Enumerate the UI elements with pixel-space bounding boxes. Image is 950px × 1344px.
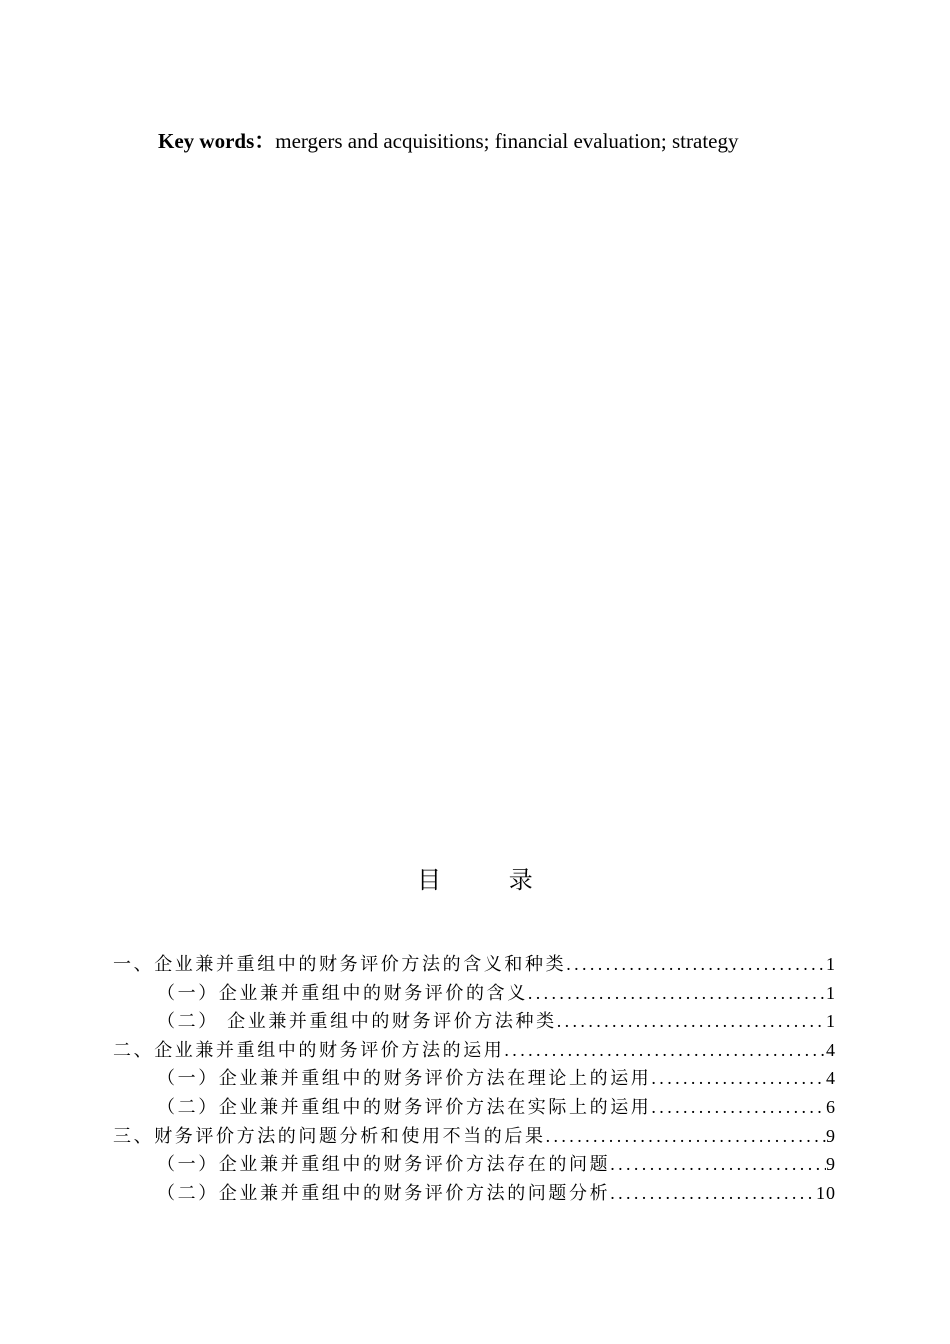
toc-entry-page: 4 [826,1039,836,1060]
keywords-line [158,126,738,156]
toc-entry[interactable] [113,1179,836,1208]
toc-entry-text: （二） 企业兼并重组中的财务评价方法种类 [157,1011,557,1033]
toc-entry[interactable] [113,979,836,1008]
toc-entry-page: 6 [826,1096,836,1117]
toc-entry-text: （一）企业兼并重组中的财务评价方法在理论上的运用 [157,1068,652,1090]
toc-entry-text: 一、企业兼并重组中的财务评价方法的含义和种类 [113,954,567,975]
keywords-label: Key words： [158,129,276,153]
toc-leader-dots [557,1011,826,1032]
toc-leader-dots [546,1126,826,1147]
toc-leader-dots [610,1154,826,1175]
toc-entry-page: 9 [826,1125,836,1146]
toc-entry-page: 1 [826,954,836,974]
toc-leader-dots [651,1097,826,1118]
toc-entry-text: 三、财务评价方法的问题分析和使用不当的后果 [113,1125,546,1147]
toc-entry-page: 10 [816,1182,836,1203]
toc-entry[interactable] [113,950,836,979]
toc-entry[interactable] [113,1093,836,1122]
toc-entry[interactable] [113,1007,836,1036]
toc-entry-text: （二）企业兼并重组中的财务评价方法在实际上的运用 [157,1096,652,1118]
table-of-contents [113,950,836,1207]
toc-entry-text: （二）企业兼并重组中的财务评价方法的问题分析 [157,1182,611,1204]
toc-entry-page: 4 [826,1068,836,1089]
toc-entry[interactable] [113,1150,836,1179]
toc-leader-dots [528,983,826,1004]
toc-entry-page: 1 [826,982,836,1003]
keywords-text: mergers and acquisitions; financial evaluation; strategy [275,129,739,153]
toc-entry[interactable] [113,1064,836,1093]
toc-entry-page: 9 [826,1154,836,1175]
toc-entry-text: （一）企业兼并重组中的财务评价方法存在的问题 [157,1154,611,1176]
toc-entry-page: 1 [826,1011,836,1032]
toc-leader-dots [566,954,826,975]
toc-entry[interactable] [113,1036,836,1065]
toc-leader-dots [610,1183,816,1204]
toc-entry-text: 二、企业兼并重组中的财务评价方法的运用 [113,1039,505,1061]
toc-leader-dots [651,1068,826,1089]
toc-title: 目 录 [417,866,563,894]
toc-leader-dots [504,1040,826,1061]
toc-entry[interactable] [113,1122,836,1151]
toc-entry-text: （一）企业兼并重组中的财务评价的含义 [157,982,528,1004]
